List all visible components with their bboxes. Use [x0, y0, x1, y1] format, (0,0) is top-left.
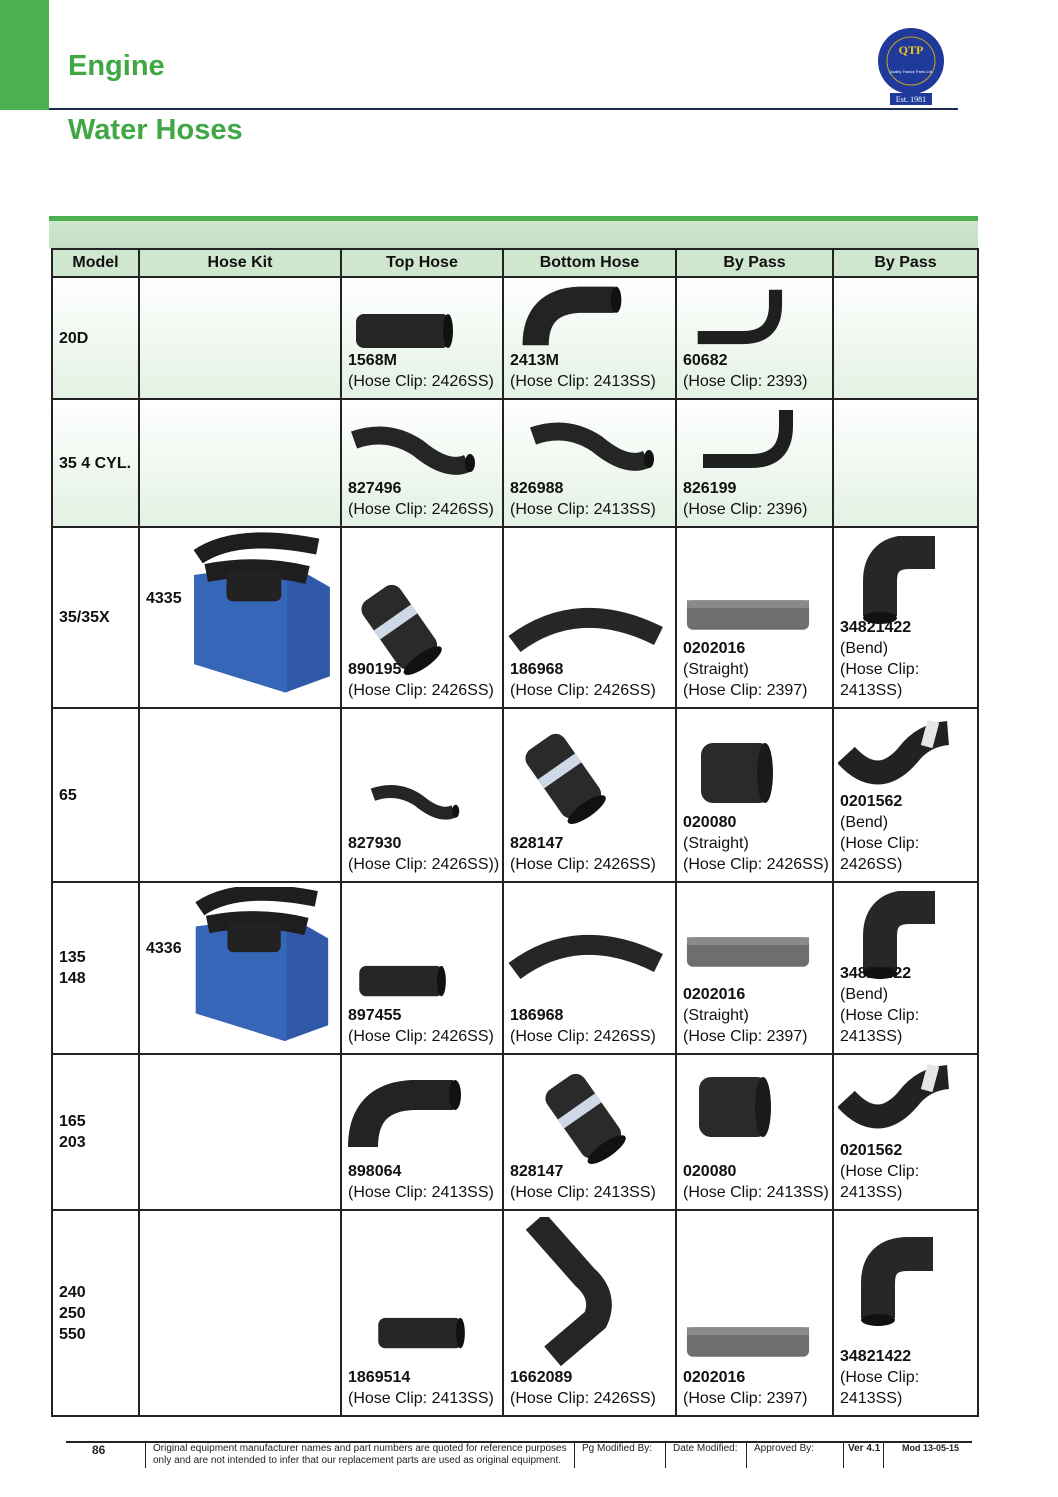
cell-by-pass-2 — [833, 882, 978, 1054]
part-info: (Hose Clip: — [840, 1163, 920, 1180]
model-name — [59, 328, 88, 349]
part-info: (Hose Clip: 2413SS) — [348, 1184, 494, 1201]
part-entry — [683, 638, 808, 701]
part-info: (Hose Clip: 2426SS) — [510, 682, 656, 699]
part-info: (Hose Clip: 2426SS) — [510, 1390, 656, 1407]
col-header-hose-kit: Hose Kit — [139, 249, 341, 277]
part-info: (Hose Clip: — [840, 661, 920, 678]
by-pass-hose-image — [840, 536, 940, 626]
disclaimer — [153, 1443, 567, 1467]
by-pass-hose-image — [683, 1311, 813, 1371]
hose-kit-image — [186, 887, 338, 1045]
bottom-hose-image — [506, 913, 671, 993]
cell-top-hose — [341, 1210, 503, 1416]
part-entry — [510, 659, 656, 701]
part-entry — [683, 350, 808, 392]
model-name — [59, 1282, 86, 1345]
col-header-top-hose: Top Hose — [341, 249, 503, 277]
model-line: 550 — [59, 1326, 86, 1343]
cell-top-hose — [341, 527, 503, 708]
logo-est: Est. 1981 — [895, 95, 927, 104]
table-row — [52, 882, 978, 1054]
part-entry — [348, 1161, 494, 1203]
model-name — [59, 607, 110, 628]
part-info: (Hose Clip: — [840, 1369, 920, 1386]
water-hoses-table — [51, 248, 979, 1417]
part-info: (Hose Clip: 2413SS) — [510, 1184, 656, 1201]
top-hose-image — [350, 779, 480, 829]
bottom-hose-image — [514, 1217, 634, 1367]
part-entry — [510, 833, 656, 875]
cell-by-pass-1 — [676, 1210, 833, 1416]
cell-bottom-hose — [503, 1054, 676, 1210]
part-info: (Hose Clip: 2413SS) — [510, 501, 656, 518]
part-info: (Bend) — [840, 814, 889, 831]
by-pass-hose-image — [691, 406, 801, 470]
part-number: 826199 — [683, 480, 737, 497]
part-entry — [683, 1367, 808, 1409]
header-rule — [49, 108, 958, 110]
part-number: 0201562 — [840, 793, 903, 810]
model-line: 20D — [59, 330, 89, 347]
part-entry — [510, 1005, 656, 1047]
model-line: 135 — [59, 949, 86, 966]
part-info: (Hose Clip: 2426SS) — [348, 1028, 494, 1045]
cell-model — [52, 708, 139, 882]
top-hose-image — [348, 1077, 468, 1157]
part-number: 827496 — [348, 480, 402, 497]
part-number: 1869514 — [348, 1369, 411, 1386]
part-entry — [683, 478, 808, 520]
cell-model — [52, 882, 139, 1054]
part-info: (Hose Clip: 2426SS) — [510, 1028, 656, 1045]
part-info: (Hose Clip: 2426SS) — [348, 501, 494, 518]
cell-model — [52, 527, 139, 708]
model-line: 35/35X — [59, 609, 110, 626]
col-header-by-pass-1: By Pass — [676, 249, 833, 277]
model-line: 250 — [59, 1305, 86, 1322]
part-entry — [840, 791, 919, 875]
part-info: (Hose Clip: — [840, 835, 920, 852]
disclaimer-line-2: only and are not intended to infer that our replacement parts are used as original equipment. — [153, 1455, 562, 1466]
cell-by-pass-1 — [676, 882, 833, 1054]
part-entry — [348, 1005, 494, 1047]
model-line: 65 — [59, 787, 77, 804]
part-info: 2413SS) — [840, 1028, 903, 1045]
part-entry — [683, 812, 829, 875]
part-info: 2413SS) — [840, 1390, 903, 1407]
part-number: 0201562 — [840, 1142, 903, 1159]
part-entry — [348, 833, 499, 875]
table-row — [52, 277, 978, 399]
bottom-hose-image — [514, 725, 614, 835]
cell-top-hose — [341, 708, 503, 882]
section-title: Engine — [68, 50, 165, 82]
part-entry — [683, 984, 808, 1047]
part-number: 34821422 — [840, 965, 912, 982]
model-line: 203 — [59, 1134, 86, 1151]
part-info: 2413SS) — [840, 1184, 903, 1201]
bottom-hose-image — [512, 414, 672, 484]
cell-top-hose — [341, 882, 503, 1054]
part-info: (Straight) — [683, 835, 749, 852]
part-info: (Bend) — [840, 640, 889, 657]
part-entry — [348, 350, 494, 392]
part-entry — [348, 478, 494, 520]
part-info: (Hose Clip: 2413SS) — [510, 373, 656, 390]
part-info: (Hose Clip: 2397) — [683, 1390, 808, 1407]
model-line: 35 4 CYL. — [59, 455, 132, 472]
part-info: (Hose Clip: 2426SS) — [348, 682, 494, 699]
model-line: 165 — [59, 1113, 86, 1130]
part-entry — [510, 478, 656, 520]
cell-bottom-hose — [503, 399, 676, 527]
part-number: 34821422 — [840, 619, 912, 636]
table-row — [52, 399, 978, 527]
part-entry — [683, 1161, 829, 1203]
cell-by-pass-2 — [833, 527, 978, 708]
table-row — [52, 1210, 978, 1416]
page-title: Water Hoses — [68, 114, 243, 146]
cell-top-hose — [341, 1054, 503, 1210]
by-pass-hose-image — [683, 921, 813, 981]
part-entry — [840, 617, 919, 701]
table-row — [52, 1054, 978, 1210]
cell-by-pass-2 — [833, 1210, 978, 1416]
model-name — [59, 453, 131, 474]
part-entry — [348, 659, 494, 701]
part-entry — [510, 350, 656, 392]
part-info: (Hose Clip: 2426SS) — [510, 856, 656, 873]
part-info: (Hose Clip: 2413SS) — [348, 1390, 494, 1407]
part-info: (Hose Clip: 2426SS) — [348, 373, 494, 390]
cell-by-pass-1 — [676, 277, 833, 399]
cell-model — [52, 399, 139, 527]
part-number: 186968 — [510, 661, 564, 678]
hose-kit-number: 4335 — [146, 590, 182, 607]
by-pass-hose-image — [685, 1069, 785, 1149]
cell-model — [52, 1054, 139, 1210]
cell-by-pass-1 — [676, 708, 833, 882]
part-info: (Hose Clip: 2393) — [683, 373, 808, 390]
part-number: 897455 — [348, 1007, 402, 1024]
logo-text: QTP — [898, 43, 924, 57]
part-info: (Hose Clip: 2397) — [683, 682, 808, 699]
cell-by-pass-2 — [833, 399, 978, 527]
cell-bottom-hose — [503, 708, 676, 882]
by-pass-hose-image — [838, 1059, 953, 1149]
hose-kit-image — [186, 532, 338, 699]
part-info: (Hose Clip: — [840, 1007, 920, 1024]
cell-hose-kit — [139, 1210, 341, 1416]
cell-top-hose — [341, 399, 503, 527]
hose-kit-number: 4336 — [146, 940, 182, 957]
table-row — [52, 527, 978, 708]
part-number: 60682 — [683, 352, 728, 369]
top-hose-image — [348, 1309, 496, 1359]
cell-model — [52, 277, 139, 399]
date-modified-label: Date Modified: — [673, 1443, 738, 1454]
part-info: (Straight) — [683, 1007, 749, 1024]
model-name — [59, 785, 77, 806]
bottom-hose-image — [506, 586, 671, 666]
bottom-hose-image — [534, 1065, 634, 1175]
cell-by-pass-1 — [676, 1054, 833, 1210]
part-number: 828147 — [510, 835, 564, 852]
approved-by-label: Approved By: — [754, 1443, 815, 1454]
col-header-by-pass-2: By Pass — [833, 249, 978, 277]
bottom-hose-image — [510, 284, 640, 354]
cell-hose-kit — [139, 882, 341, 1054]
cell-hose-kit — [139, 399, 341, 527]
part-number: 020080 — [683, 1163, 737, 1180]
col-header-model: Model — [52, 249, 139, 277]
part-info: (Hose Clip: 2426SS) — [683, 856, 829, 873]
top-hose-image — [348, 957, 458, 1007]
cell-by-pass-2 — [833, 277, 978, 399]
part-entry — [510, 1161, 656, 1203]
part-number: 828147 — [510, 1163, 564, 1180]
part-number: 890195 — [348, 661, 402, 678]
cell-bottom-hose — [503, 527, 676, 708]
cell-bottom-hose — [503, 882, 676, 1054]
table-row — [52, 708, 978, 882]
part-info: (Bend) — [840, 986, 889, 1003]
part-number: 2413M — [510, 352, 559, 369]
cell-by-pass-2 — [833, 708, 978, 882]
table-band — [49, 216, 978, 248]
part-entry — [840, 963, 919, 1047]
part-info: (Straight) — [683, 661, 749, 678]
part-number: 0202016 — [683, 1369, 746, 1386]
page-number: 86 — [92, 1443, 106, 1457]
cell-model — [52, 1210, 139, 1416]
cell-hose-kit — [139, 708, 341, 882]
part-entry — [510, 1367, 656, 1409]
part-info: (Hose Clip: 2396) — [683, 501, 808, 518]
part-info: 2426SS) — [840, 856, 903, 873]
part-info: (Hose Clip: 2397) — [683, 1028, 808, 1045]
cell-bottom-hose — [503, 277, 676, 399]
part-info: (Hose Clip: 2426SS)) — [348, 856, 500, 873]
by-pass-hose-image — [838, 1233, 938, 1333]
part-number: 0202016 — [683, 640, 746, 657]
by-pass-hose-image — [683, 584, 813, 644]
cell-bottom-hose — [503, 1210, 676, 1416]
cell-by-pass-1 — [676, 399, 833, 527]
part-entry — [840, 1346, 919, 1409]
disclaimer-line-1: Original equipment manufacturer names and part numbers are quoted for reference purposes — [153, 1443, 567, 1454]
part-number: 186968 — [510, 1007, 564, 1024]
section-tab — [0, 0, 49, 110]
model-name — [59, 947, 86, 989]
col-header-bottom-hose: Bottom Hose — [503, 249, 676, 277]
cell-hose-kit — [139, 527, 341, 708]
model-line: 240 — [59, 1284, 86, 1301]
part-number: 826988 — [510, 480, 564, 497]
part-number: 1568M — [348, 352, 397, 369]
by-pass-hose-image — [683, 286, 793, 346]
by-pass-hose-image — [687, 735, 787, 815]
part-number: 34821422 — [840, 1348, 912, 1365]
pg-modified-label: Pg Modified By: — [582, 1443, 653, 1454]
part-number: 1662089 — [510, 1369, 573, 1386]
part-entry — [840, 1140, 919, 1203]
part-number: 020080 — [683, 814, 737, 831]
part-entry — [348, 1367, 494, 1409]
cell-by-pass-1 — [676, 527, 833, 708]
part-info: 2413SS) — [840, 682, 903, 699]
version: Ver 4.1 — [848, 1443, 881, 1454]
mod-date: Mod 13-05-15 — [902, 1443, 960, 1453]
cell-by-pass-2 — [833, 1054, 978, 1210]
model-name — [59, 1111, 86, 1153]
qtp-logo — [876, 27, 946, 107]
logo-ring-text: Quality Tractor Parts Ltd. — [888, 69, 934, 74]
cell-hose-kit — [139, 1054, 341, 1210]
part-number: 898064 — [348, 1163, 402, 1180]
part-number: 827930 — [348, 835, 402, 852]
cell-top-hose — [341, 277, 503, 399]
part-info: (Hose Clip: 2413SS) — [683, 1184, 829, 1201]
part-number: 0202016 — [683, 986, 746, 1003]
model-line: 148 — [59, 970, 86, 987]
cell-hose-kit — [139, 277, 341, 399]
